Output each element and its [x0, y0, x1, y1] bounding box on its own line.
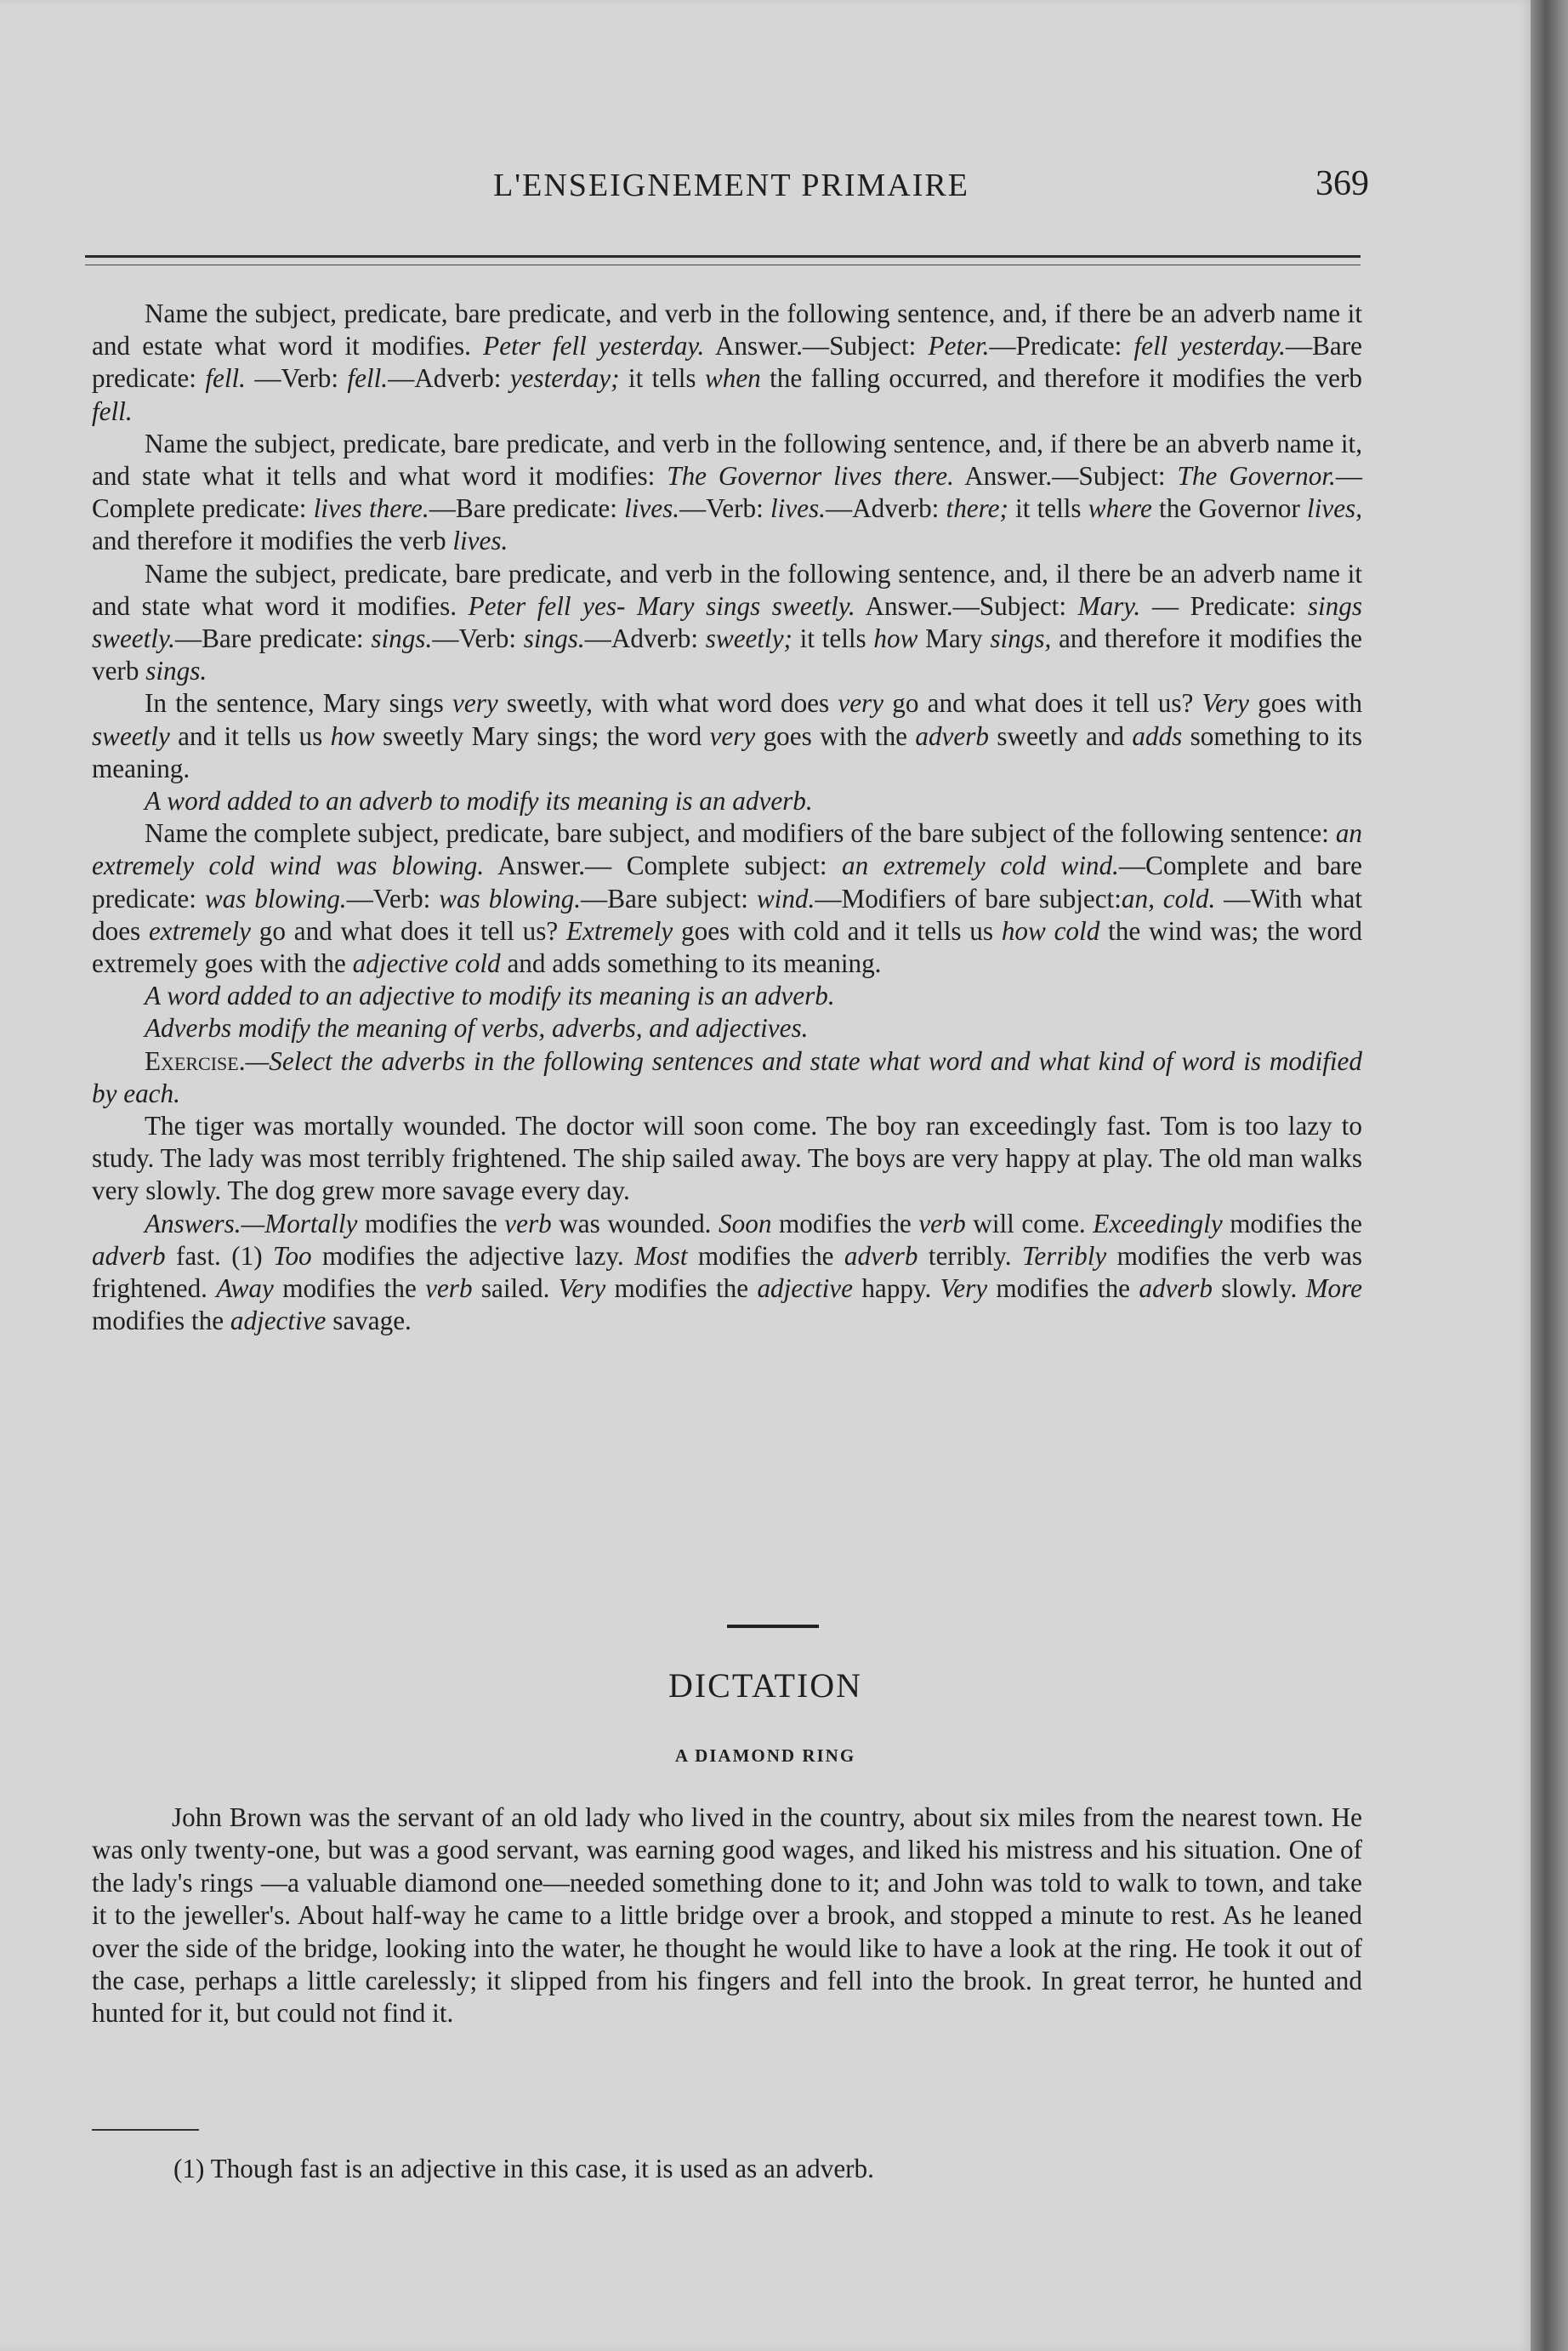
dictation-passage [92, 1802, 1362, 2030]
dictation-text: John Brown was the servant of an old lady who lived in the country, about six miles from the nearest town. He was only twenty-one, but was a good servant, was earning good wages, and liked his mistress and his situation. One of the lady's rings —a valuable diamond one—needed something done to it; and John was told to walk to town, and take it to the jeweller's. About half-way he came to a little bridge over a brook, and stopped a minute to rest. As he leaned over the side of the bridge, looking into the water, he thought he would like to have a look at the ring. He took it out of the case, perhaps a little carelessly; it slipped from his fingers and fell into the brook. In great terror, he hunted and hunted for it, but could not find it. [92, 1802, 1362, 2029]
paragraph-5: Name the complete subject, predicate, bare subject, and modifiers of the bare subject of the following sentence: an extremely cold wind was blowing. Answer.— Complete subject: an extremely cold wind.—Complete and bare predicate: was blowing.—Verb: was blowing.—Bare subject: wind.—Modifiers of bare subject:an, cold. —With what does extremely go and what does it tell us? Extremely goes with cold and it tells us how cold the wind was; the word extremely goes with the adjective cold and adds something to its meaning. [92, 818, 1363, 979]
exercise-sentences: The tiger was mortally wounded. The doctor will soon come. The boy ran exceedingly fast. Tom is too lazy to study. The lady was most terribly frightened. The ship sailed away. The boys are very happy at play. The old man walks very slowly. The dog grew more savage every day. [92, 1111, 1362, 1206]
rule-adverb-modifies-adjective: A word added to an adjective to modify its meaning is an adverb. [145, 981, 835, 1011]
running-head: L'ENSEIGNEMENT PRIMAIRE [493, 168, 969, 203]
paragraph-4: In the sentence, Mary sings very sweetly, with what word does very go and what does it tell us? Very goes with sweetly and it tells us how sweetly Mary sings; the word very goes with the adverb sweetly and adds something to its meaning. [92, 688, 1363, 783]
paragraph-2: Name the subject, predicate, bare predicate, and verb in the following sentence, and, if there be an abverb name it, and state what it tells and what word it modifies: The Governor lives there. Answer.—Subject: The Governor.—Complete predicate: lives there.—Bare predicate: lives.—Verb: lives.—Adverb: there; it tells where the Governor lives, and therefore it modifies the verb lives. [92, 428, 1363, 556]
footnote-rule [92, 2129, 199, 2131]
page-number: 369 [1315, 164, 1369, 203]
header-rule-thick [85, 255, 1361, 258]
rule-adverb-modifies-adverb: A word added to an adverb to modify its meaning is an adverb. [145, 786, 813, 817]
book-spine-edge [1531, 0, 1568, 2351]
exercise-answers: Answers.—Mortally modifies the verb was wounded. Soon modifies the verb will come. Exceedingly modifies the adverb fast. (1) Too modifies the adjective lazy. Most modifies the adverb terribly. Terribly modifies the verb was frightened. Away modifies the verb sailed. Very modifies the adjective happy. Very modifies the adverb slowly. More modifies the adjective savage. [92, 1208, 1363, 1336]
dictation-title: DICTATION [668, 1666, 863, 1705]
paragraph-3: Name the subject, predicate, bare predicate, and verb in the following sentence, and, il there be an adverb name it and state what word it modifies. Peter fell yes- Mary sings sweetly. Answer.—Subject: Mary. — Predicate: sings sweetly.—Bare predicate: sings.—Verb: sings.—Adverb: sweetly; it tells how Mary sings, and therefore it modifies the verb sings. [92, 558, 1363, 686]
lesson-body [92, 298, 1362, 1338]
footnote: (1) Though fast is an adjective in this case, it is used as an adverb. [173, 2154, 874, 2183]
paragraph-1: Name the subject, predicate, bare predicate, and verb in the following sentence, and, if there be an adverb name it and estate what word it modifies. Peter fell yesterday. Answer.—Subject: Peter.—Predicate: fell yesterday.—Bare predicate: fell. —Verb: fell.—Adverb: yesterday; it tells when the falling occurred, and therefore it modifies the verb fell. [92, 299, 1362, 426]
rule-adverbs-summary: Adverbs modify the meaning of verbs, adverbs, and adjectives. [145, 1013, 809, 1044]
exercise-instructions: Exercise.—Select the adverbs in the following sentences and state what word and what kind of word is modified by each. [92, 1045, 1362, 1108]
page-header [94, 164, 1369, 218]
section-divider [727, 1625, 819, 1628]
dictation-subtitle: A DIAMOND RING [674, 1745, 856, 1766]
